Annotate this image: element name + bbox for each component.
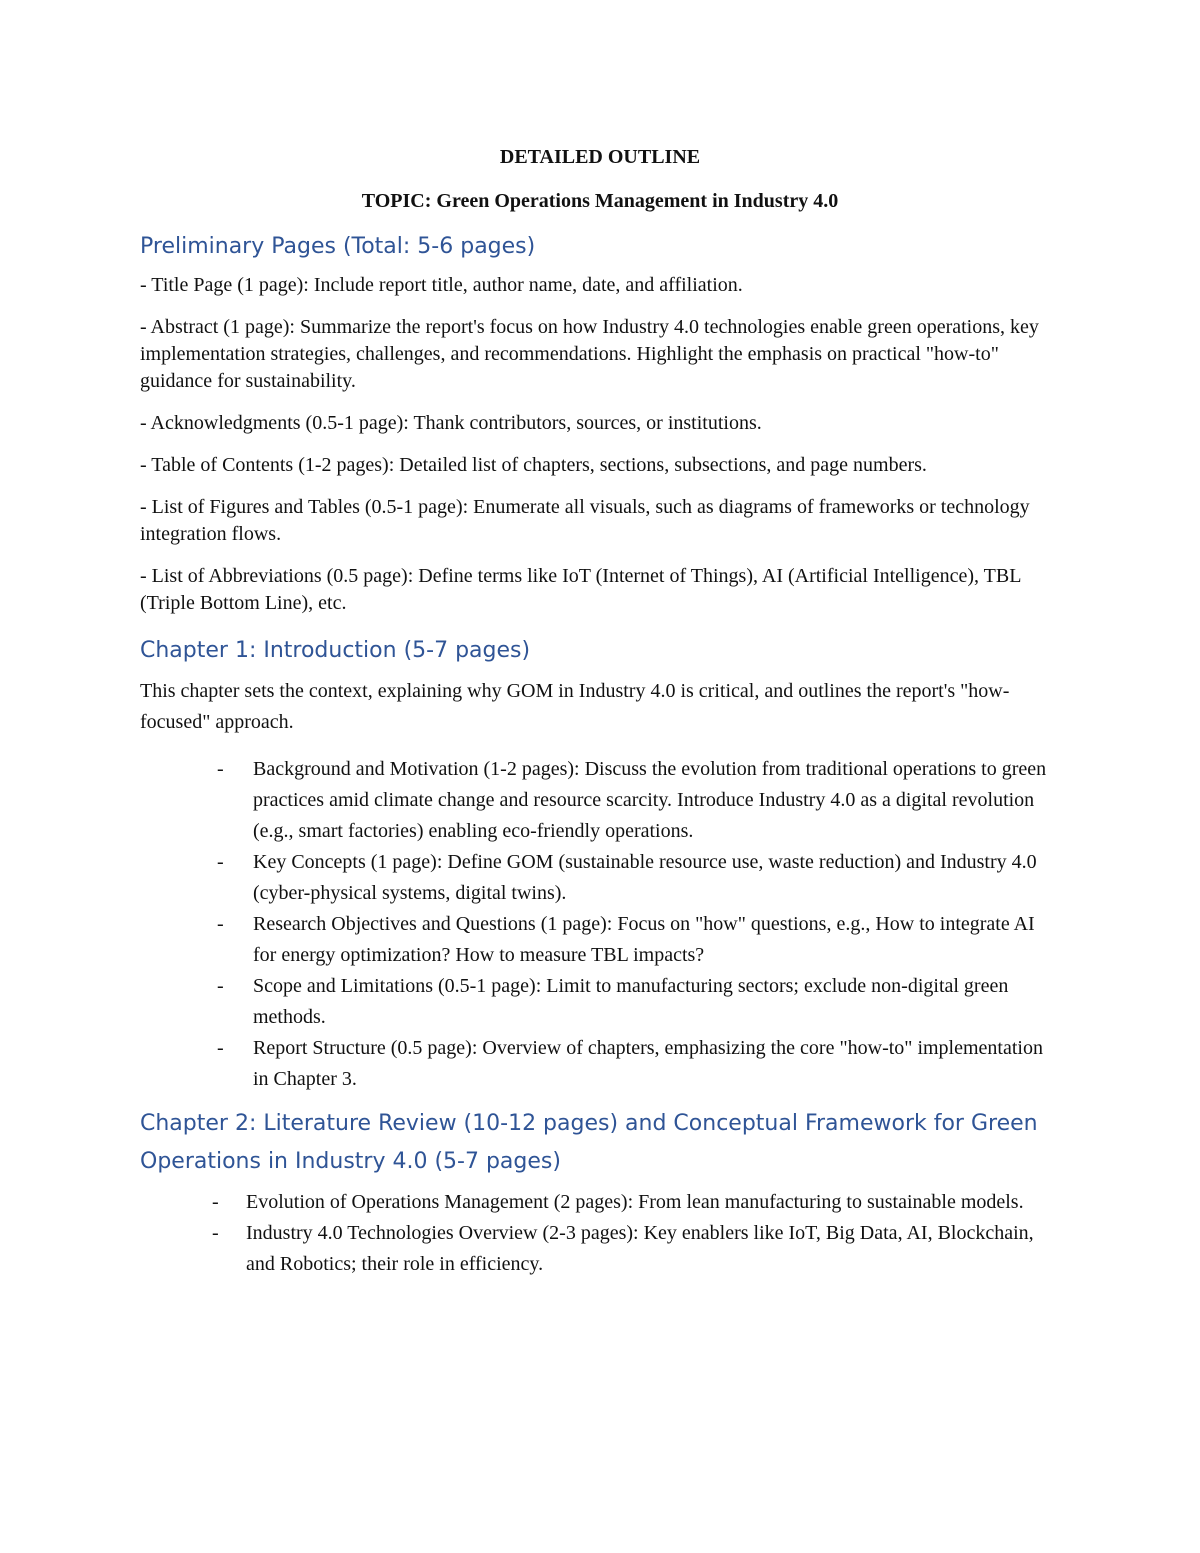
list-item-text: Industry 4.0 Technologies Overview (2-3 pages): Key enablers like IoT, Big Data, AI, Blockchain, and Robotics; their role in efficiency. xyxy=(246,1222,1034,1275)
document-title: DETAILED OUTLINE xyxy=(499,146,701,168)
list-bullet: - xyxy=(217,913,224,935)
list-item-text: Research Objectives and Questions (1 page): Focus on "how" questions, e.g., How to integrate AI for energy optimization? How to measure TBL impacts? xyxy=(253,913,1035,966)
list-bullet: - xyxy=(217,758,224,780)
preliminary-item-list-of-abbreviations: - List of Abbreviations (0.5 page): Define terms like IoT (Internet of Things), AI (Artificial Intelligence), TBL (Triple Bottom Line), etc. xyxy=(140,565,1021,614)
list-item-text: Scope and Limitations (0.5-1 page): Limit to manufacturing sectors; exclude non-digital green methods. xyxy=(253,975,1009,1028)
document-topic: TOPIC: Green Operations Management in Industry 4.0 xyxy=(361,190,839,212)
chapter2-list xyxy=(140,1187,1060,1280)
list-bullet: - xyxy=(217,851,224,873)
list-item xyxy=(140,1187,1060,1218)
list-item xyxy=(140,847,1060,909)
document-body xyxy=(140,140,1060,1290)
list-item xyxy=(140,971,1060,1033)
list-item xyxy=(140,1033,1060,1095)
preliminary-item-table-of-contents: - Table of Contents (1-2 pages): Detailed list of chapters, sections, subsections, and page numbers. xyxy=(140,454,927,476)
preliminary-heading: Preliminary Pages (Total: 5-6 pages) xyxy=(140,234,536,259)
list-item-text: Evolution of Operations Management (2 pages): From lean manufacturing to sustainable models. xyxy=(246,1191,1024,1213)
chapter1-list xyxy=(140,754,1060,1095)
preliminary-item-acknowledgments: - Acknowledgments (0.5-1 page): Thank contributors, sources, or institutions. xyxy=(140,412,762,434)
list-item-text: Report Structure (0.5 page): Overview of chapters, emphasizing the core "how-to" implementation in Chapter 3. xyxy=(253,1037,1043,1090)
list-item xyxy=(140,909,1060,971)
list-item xyxy=(140,754,1060,847)
chapter2-heading: Chapter 2: Literature Review (10-12 pages) and Conceptual Framework for Green Operations in Industry 4.0 (5-7 pages) xyxy=(140,1111,1038,1174)
chapter1-intro: This chapter sets the context, explaining why GOM in Industry 4.0 is critical, and outlines the report's "how-focused" approach. xyxy=(140,680,1010,733)
list-bullet: - xyxy=(212,1191,219,1213)
chapter1-heading: Chapter 1: Introduction (5-7 pages) xyxy=(140,638,531,663)
preliminary-item-list-of-figures: - List of Figures and Tables (0.5-1 page): Enumerate all visuals, such as diagrams of frameworks or technology integration flows. xyxy=(140,496,1030,545)
list-item-text: Background and Motivation (1-2 pages): Discuss the evolution from traditional operations to green practices amid climate change and resource scarcity. Introduce Industry 4.0 as a digital revolution (e.g., smart factories) enabling eco-friendly operations. xyxy=(253,758,1047,842)
list-item xyxy=(140,1218,1060,1280)
list-bullet: - xyxy=(217,975,224,997)
list-bullet: - xyxy=(217,1037,224,1059)
list-item-text: Key Concepts (1 page): Define GOM (sustainable resource use, waste reduction) and Industry 4.0 (cyber-physical systems, digital twins). xyxy=(253,851,1037,904)
preliminary-item-title-page: - Title Page (1 page): Include report title, author name, date, and affiliation. xyxy=(140,274,743,296)
preliminary-item-abstract: - Abstract (1 page): Summarize the report's focus on how Industry 4.0 technologies enable green operations, key implementation strategies, challenges, and recommendations. Highlight the emphasis on practical "how-to" guidance for sustainability. xyxy=(140,316,1039,392)
list-bullet: - xyxy=(212,1222,219,1244)
